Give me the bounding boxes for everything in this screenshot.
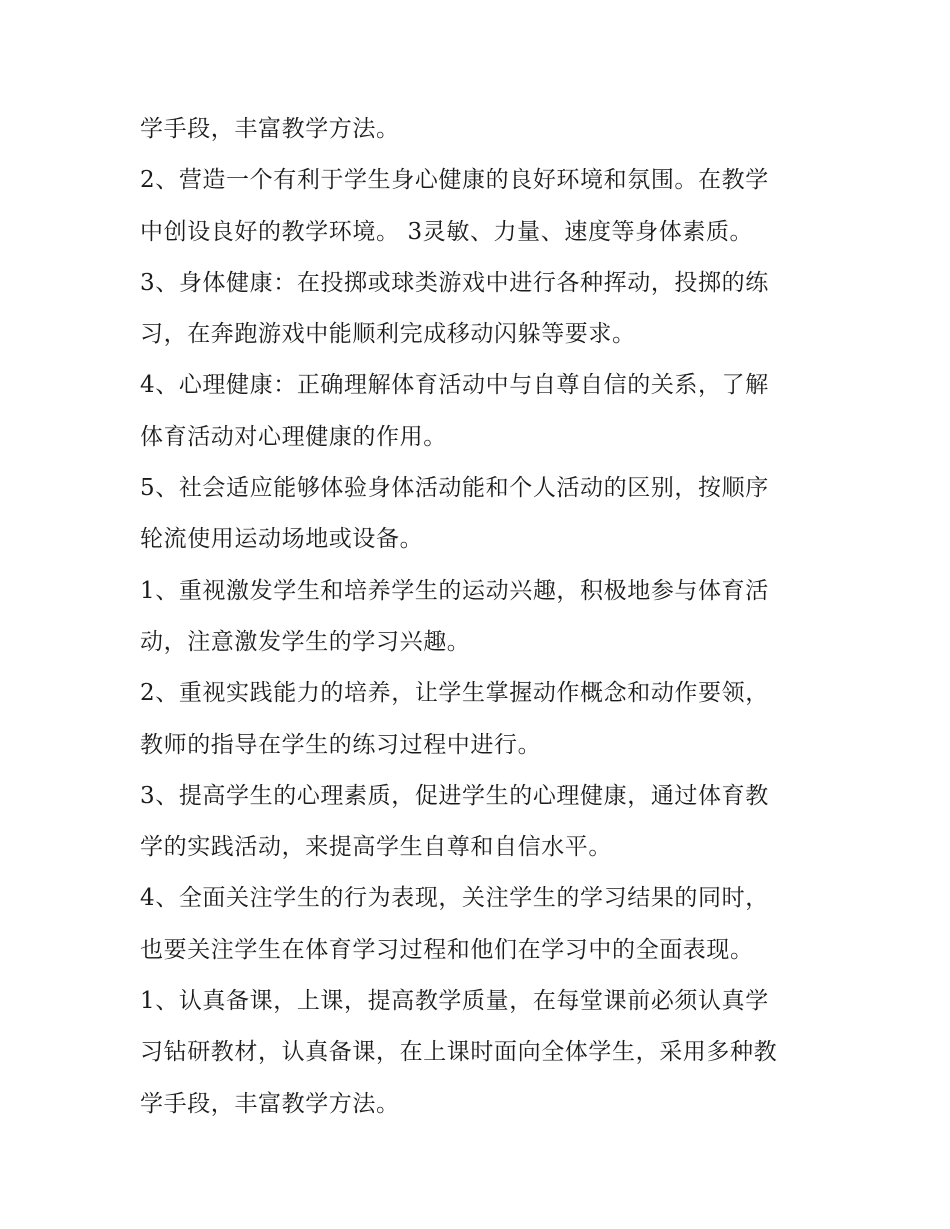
- text-line: 学手段，丰富教学方法。: [140, 116, 400, 142]
- text-line: 轮流使用运动场地或设备。: [140, 526, 424, 553]
- text-line: 中创设良好的教学环境。 3灵敏、力量、速度等身体素质。: [140, 218, 754, 245]
- text-line: 4、全面关注学生的行为表现，关注学生的学习结果的同时，: [140, 885, 769, 912]
- text-line: 学的实践活动，来提高学生自尊和自信水平。: [140, 834, 612, 861]
- text-line: 1、重视激发学生和培养学生的运动兴趣，积极地参与体育活: [140, 577, 769, 604]
- text-line: 3、提高学生的心理素质，促进学生的心理健康，通过体育教: [140, 782, 769, 809]
- text-line: 习钻研教材，认真备课，在上课时面向全体学生，采用多种教: [140, 1039, 778, 1066]
- text-line: 2、营造一个有利于学生身心健康的良好环境和氛围。在教学: [140, 167, 769, 194]
- text-line: 5、社会适应能够体验身体活动能和个人活动的区别，按顺序: [140, 475, 769, 502]
- text-line: 习，在奔跑游戏中能顺利完成移动闪躲等要求。: [140, 321, 636, 348]
- text-line: 体育活动对心理健康的作用。: [140, 423, 447, 450]
- text-line: 2、重视实践能力的培养，让学生掌握动作概念和动作要领，: [140, 680, 769, 707]
- text-line: 教师的指导在学生的练习过程中进行。: [140, 731, 542, 758]
- document-body: [140, 104, 820, 1130]
- text-line: 1、认真备课，上课，提高教学质量，在每堂课前必须认真学: [140, 988, 769, 1015]
- text-line: 3、身体健康：在投掷或球类游戏中进行各种挥动，投掷的练: [140, 269, 769, 296]
- text-line: 动，注意激发学生的学习兴趣。: [140, 628, 471, 655]
- text-line: 4、心理健康：正确理解体育活动中与自尊自信的关系，了解: [140, 372, 769, 399]
- text-line: 也要关注学生在体育学习过程和他们在学习中的全面表现。: [140, 936, 754, 963]
- text-line: 学手段，丰富教学方法。: [140, 1090, 400, 1117]
